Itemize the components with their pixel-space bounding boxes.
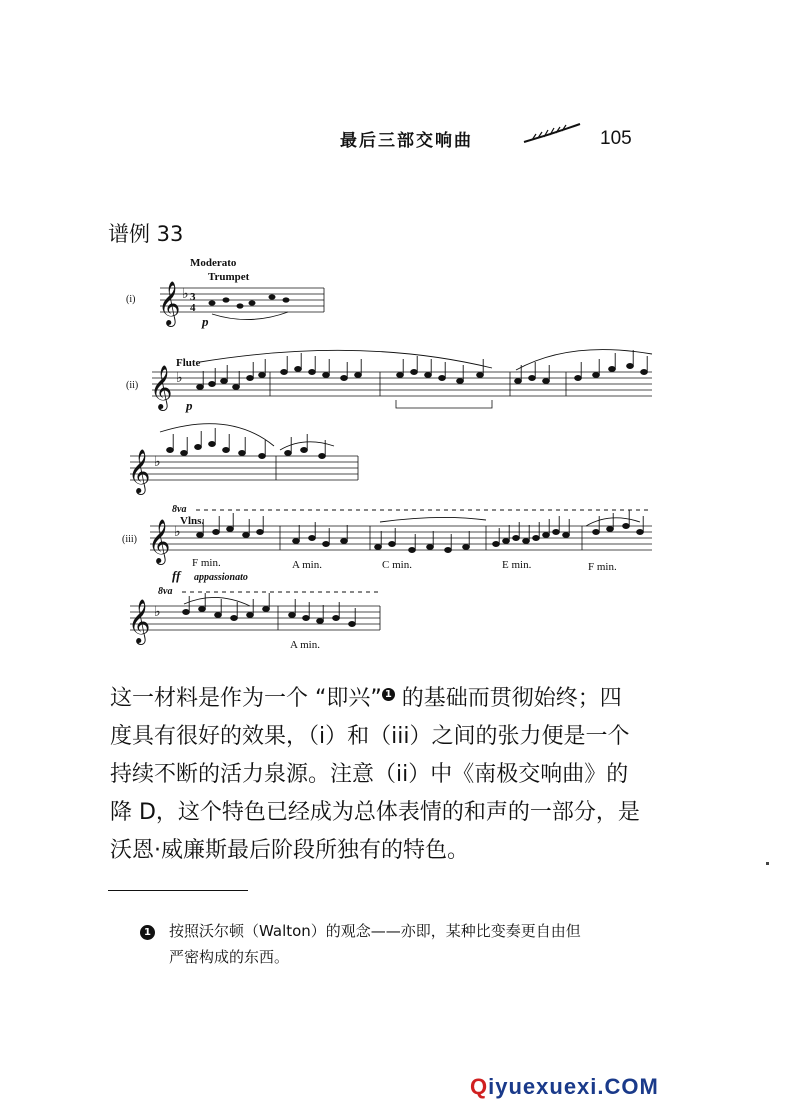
notehead	[515, 379, 522, 384]
notehead	[563, 533, 570, 538]
treble-clef-icon: 𝄞	[148, 521, 171, 563]
notehead	[259, 454, 266, 459]
notehead	[427, 545, 434, 550]
notehead	[209, 442, 216, 447]
notehead	[397, 373, 404, 378]
body-line: 持续不断的活力泉源。注意（ii）中《南极交响曲》的	[110, 762, 629, 787]
treble-clef-icon: 𝄞	[128, 451, 151, 493]
notehead	[259, 373, 266, 378]
staff-system-ii	[126, 350, 652, 413]
footnote-divider	[108, 890, 248, 891]
body-line: 沃恩·威廉斯最后阶段所独有的特色。	[110, 838, 469, 863]
notehead	[627, 364, 634, 369]
staff-system-ii-cont	[128, 424, 358, 495]
page-number: 105	[600, 128, 632, 149]
notehead	[323, 373, 330, 378]
notehead	[213, 530, 220, 535]
notehead	[197, 533, 204, 538]
example-title: 谱例 33	[108, 222, 184, 246]
notehead	[457, 379, 464, 384]
notehead	[355, 373, 362, 378]
expression-mark: appassionato	[194, 572, 248, 583]
tempo-marking: Moderato	[190, 257, 237, 269]
stray-mark	[766, 862, 769, 865]
octave-mark-iii: 8va	[172, 504, 187, 515]
body-paragraph	[110, 680, 670, 870]
notehead	[295, 367, 302, 372]
music-score	[100, 250, 680, 660]
notehead	[285, 451, 292, 456]
dynamic-iii: ff	[172, 568, 181, 583]
staff-system-iii	[122, 504, 652, 583]
notehead	[529, 376, 536, 381]
notehead	[231, 616, 238, 621]
system-label-ii: (ii)	[126, 380, 139, 391]
notehead	[543, 379, 550, 384]
notehead	[609, 367, 616, 372]
svg-text:♭: ♭	[154, 605, 161, 620]
notehead	[323, 542, 330, 547]
notehead	[293, 539, 300, 544]
notehead	[341, 376, 348, 381]
notehead	[463, 545, 470, 550]
notehead	[281, 370, 288, 375]
notehead	[593, 373, 600, 378]
footnote-line: 1 按照沃尔顿（Walton）的观念——亦即，某种比变奏更自由但	[140, 918, 670, 944]
notehead	[223, 448, 230, 453]
notehead	[523, 539, 530, 544]
notehead	[243, 533, 250, 538]
notehead	[389, 542, 396, 547]
notehead	[247, 613, 254, 618]
running-title: 最后三部交响曲	[340, 131, 473, 151]
notehead	[181, 451, 188, 456]
notehead	[301, 448, 308, 453]
notehead	[553, 530, 560, 535]
system-label-iii: (iii)	[122, 534, 137, 545]
notehead	[593, 530, 600, 535]
notehead	[637, 530, 644, 535]
notehead	[227, 527, 234, 532]
treble-clef-icon: 𝄞	[150, 367, 173, 409]
notehead	[263, 607, 270, 612]
notehead	[349, 622, 356, 627]
notehead	[607, 527, 614, 532]
notehead	[439, 376, 446, 381]
dynamic-i: p	[202, 314, 209, 329]
notehead	[493, 542, 500, 547]
notehead	[375, 545, 382, 550]
notehead	[445, 548, 452, 553]
notehead	[303, 616, 310, 621]
notehead	[215, 613, 222, 618]
dynamic-ii: p	[186, 398, 193, 413]
body-line: 降 D，这个特色已经成为总体表情的和声的一部分，是	[110, 800, 640, 825]
notehead	[543, 533, 550, 538]
notehead	[289, 613, 296, 618]
instrument-trumpet: Trumpet	[208, 271, 250, 283]
notehead	[477, 373, 484, 378]
notehead	[503, 539, 510, 544]
notehead	[221, 379, 228, 384]
footnote-number: 1	[140, 925, 155, 940]
svg-text:♭: ♭	[174, 525, 181, 540]
notehead	[257, 530, 264, 535]
notehead	[309, 370, 316, 375]
notehead	[319, 454, 326, 459]
notehead	[425, 373, 432, 378]
system-label-i: (i)	[126, 294, 136, 305]
staff-system-i	[126, 257, 324, 329]
treble-clef-icon: 𝄞	[128, 601, 151, 643]
key-label: C min.	[382, 559, 412, 571]
svg-text:4: 4	[190, 302, 196, 314]
octave-mark-iv: 8va	[158, 586, 173, 597]
key-label: E min.	[502, 559, 532, 571]
notehead	[641, 370, 648, 375]
site-watermark: Qiyuexuexi.COM	[470, 1074, 659, 1099]
footnote-marker[interactable]: 1	[382, 688, 395, 701]
key-label: F min.	[192, 557, 221, 569]
notehead	[247, 376, 254, 381]
notehead	[317, 619, 324, 624]
notehead	[239, 451, 246, 456]
notehead	[199, 607, 206, 612]
notehead	[195, 445, 202, 450]
notehead	[197, 385, 204, 390]
footnote	[140, 918, 670, 970]
footnote-line: 严密构成的东西。	[169, 948, 290, 966]
staff-system-iv	[128, 586, 380, 651]
notehead	[513, 536, 520, 541]
notehead	[341, 539, 348, 544]
notehead	[411, 370, 418, 375]
notehead	[309, 536, 316, 541]
treble-clef-icon: 𝄞	[158, 283, 181, 325]
key-label: F min.	[588, 561, 617, 573]
notehead	[623, 524, 630, 529]
quill-ornament-icon	[522, 122, 582, 144]
notehead	[575, 376, 582, 381]
notehead	[167, 448, 174, 453]
notehead	[533, 536, 540, 541]
notehead	[409, 548, 416, 553]
svg-text:3: 3	[190, 291, 196, 303]
body-line: 这一材料是作为一个 “即兴” 1 的基础而贯彻始终；四	[110, 686, 622, 711]
instrument-violins: Vlns.	[180, 515, 205, 527]
svg-text:♭: ♭	[154, 455, 161, 470]
svg-text:♭: ♭	[176, 371, 183, 386]
notehead	[209, 382, 216, 387]
notehead	[333, 616, 340, 621]
notehead	[233, 385, 240, 390]
key-label: A min.	[292, 559, 322, 571]
key-label: A min.	[290, 639, 320, 651]
body-line: 度具有很好的效果，（i）和（iii）之间的张力便是一个	[110, 724, 630, 749]
instrument-flute: Flute	[176, 357, 201, 369]
notehead	[183, 610, 190, 615]
svg-text:♭: ♭	[182, 287, 189, 302]
